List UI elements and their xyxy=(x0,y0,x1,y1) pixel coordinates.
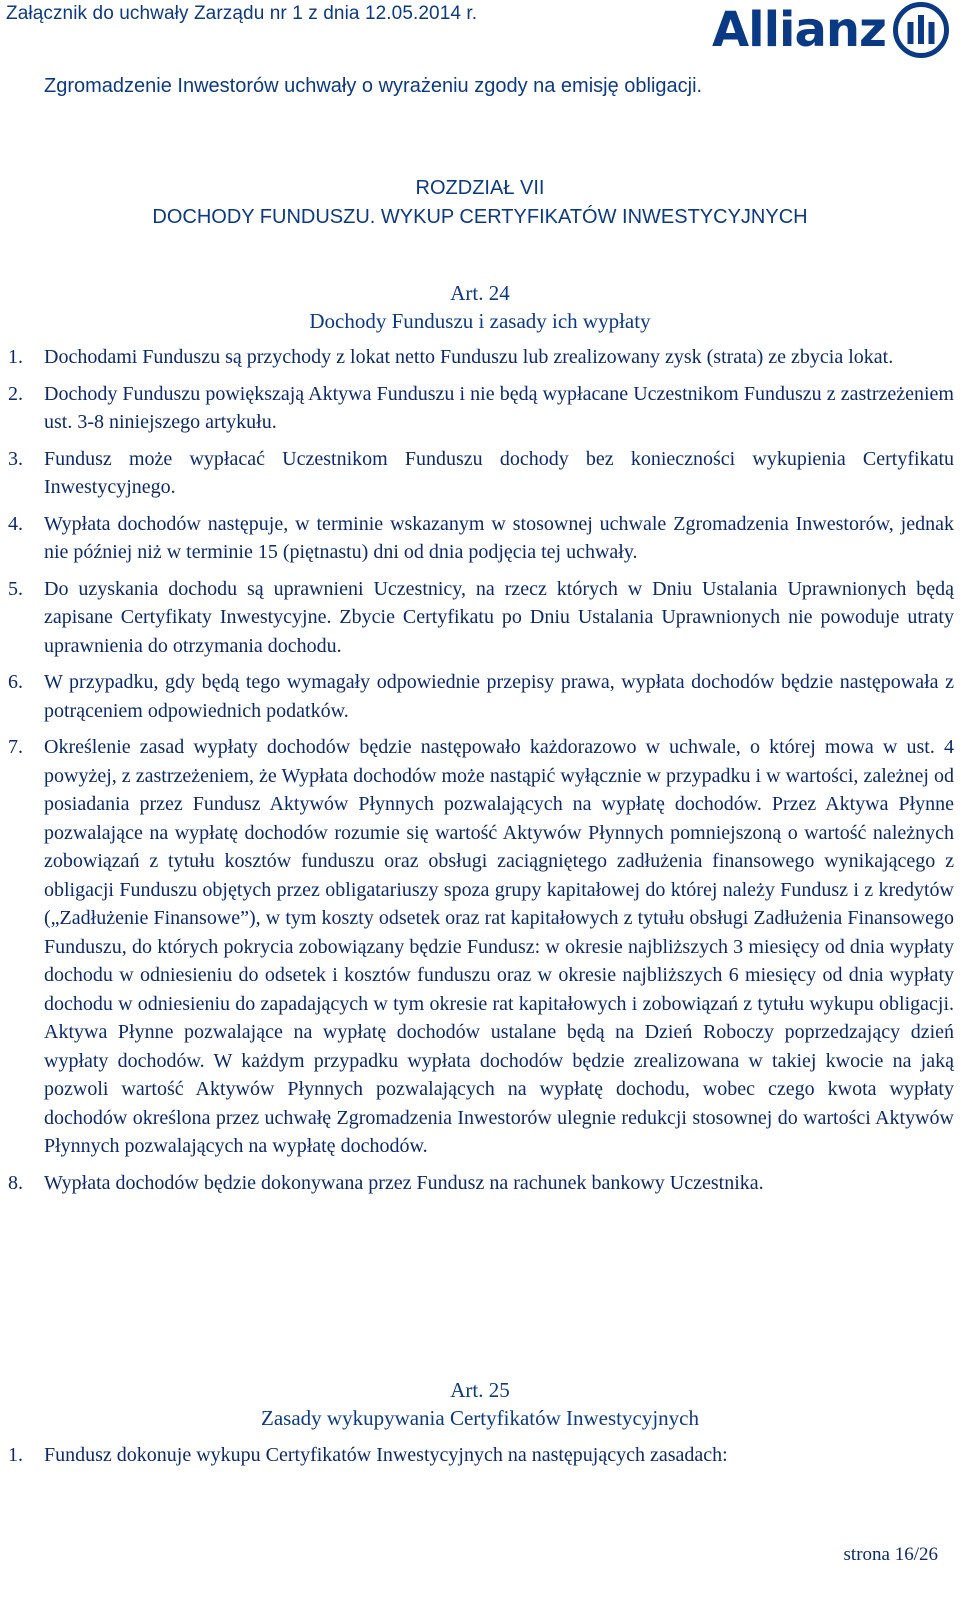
item-text: Wypłata dochodów następuje, w terminie wskazanym w stosownej uchwale Zgromadzenia Inwestorów, jednak nie później niż w terminie 15 (piętnastu) dni od dnia podjęcia tej uchwały. xyxy=(44,512,954,563)
list-item xyxy=(8,733,954,1161)
list-item xyxy=(8,343,954,372)
chapter-subtitle: DOCHODY FUNDUSZU. WYKUP CERTYFIKATÓW INWESTYCYJNYCH xyxy=(152,206,808,228)
logo-wordmark: Allianz xyxy=(711,2,886,58)
item-number: 1. xyxy=(8,1444,23,1466)
list-item xyxy=(8,1441,954,1470)
intro-line: Zgromadzenie Inwestorów uchwały o wyrażeniu zgody na emisję obligacji. xyxy=(44,75,703,97)
list-item xyxy=(8,1169,954,1198)
item-number: 3. xyxy=(8,447,23,470)
list-item xyxy=(8,575,954,661)
item-text: Fundusz może wypłacać Uczestnikom Funduszu dochody bez konieczności wykupienia Certyfikatu Inwestycyjnego. xyxy=(44,447,954,498)
page-number: strona 16/26 xyxy=(843,1544,938,1565)
article-25-title: Zasady wykupywania Certyfikatów Inwestycyjnych xyxy=(261,1406,699,1430)
item-number: 2. xyxy=(8,382,23,405)
list-item xyxy=(8,380,954,437)
item-number: 5. xyxy=(8,577,23,600)
allianz-eagle-icon xyxy=(892,1,950,59)
item-number: 4. xyxy=(8,512,23,535)
item-text: Wypłata dochodów będzie dokonywana przez Fundusz na rachunek bankowy Uczestnika. xyxy=(44,1171,764,1194)
item-number: 7. xyxy=(8,736,23,758)
article-24-number: Art. 24 xyxy=(450,281,510,305)
allianz-logo xyxy=(712,0,950,60)
item-number: 6. xyxy=(8,671,23,693)
item-text: Do uzyskania dochodu są uprawnieni Uczestnicy, na rzecz których w Dniu Ustalania Uprawnionych będą zapisane Certyfikaty Inwestycyjne. Zbycie Certyfikatu po Dniu Ustalania Uprawnionych nie powoduje utraty uprawnienia do otrzymania dochodu. xyxy=(44,577,954,657)
item-text: W przypadku, gdy będą tego wymagały odpowiednie przepisy prawa, wypłata dochodów będzie następowała z potrąceniem odpowiednich podatków. xyxy=(44,671,954,722)
item-text: Dochody Funduszu powiększają Aktywa Funduszu i nie będą wypłacane Uczestnikom Funduszu z zastrzeżeniem ust. 3-8 niniejszego artykułu. xyxy=(44,382,954,433)
chapter-title: ROZDZIAŁ VII xyxy=(415,177,545,199)
article-24-list xyxy=(8,343,954,1205)
attachment-header-note: Załącznik do uchwały Zarządu nr 1 z dnia 12.05.2014 r. xyxy=(6,3,478,24)
article-24-title: Dochody Funduszu i zasady ich wypłaty xyxy=(309,309,651,333)
list-item xyxy=(8,445,954,502)
item-number: 8. xyxy=(8,1171,23,1194)
item-text: Fundusz dokonuje wykupu Certyfikatów Inwestycyjnych na następujących zasadach: xyxy=(44,1444,728,1466)
article-25-list xyxy=(8,1441,954,1478)
item-number: 1. xyxy=(8,346,23,368)
list-item xyxy=(8,510,954,567)
item-text: Określenie zasad wypłaty dochodów będzie następowało każdorazowo w uchwale, o której mowa w ust. 4 powyżej, z zastrzeżeniem, że Wypłata dochodów może nastąpić wyłącznie w przypadku i w wartości, zależnej od posiadania przez Fundusz Aktywów Płynnych pozwalających na wypłatę dochodów. Przez Aktywa Płynne pozwalające na wypłatę dochodów rozumie się wartość Aktywów Płynnych pomniejszoną o wartość należnych zobowiązań z tytułu kosztów funduszu oraz obsługi zaciągniętego zadłużenia finansowego wynikającego z obligacji Funduszu objętych przez obligatariuszy spoza grupy kapitałowej do której należy Fundusz i z kredytów („Zadłużenie Finansowe”), w tym koszty odsetek oraz rat kapitałowych z tytułu obsługi Zadłużenia Finansowego Funduszu, do których pokrycia zobowiązany będzie Fundusz: w okresie najbliższych 3 miesięcy od dnia wypłaty dochodu w odniesieniu do odsetek i kosztów funduszu oraz w okresie najbliższych 6 miesięcy od dnia wypłaty dochodu w odniesieniu do zapadających w tym okresie rat kapitałowych i zobowiązań z tytułu wykupu obligacji. Aktywa Płynne pozwalające na wypłatę dochodów ustalane będą na Dzień Roboczy poprzedzający dzień wypłaty dochodów. W każdym przypadku wypłata dochodów będzie zrealizowana w takiej kwocie na jaką pozwoli wartość Aktywów Płynnych pozwalających na wypłatę dochodu, wobec czego kwota wypłaty dochodów określona przez uchwałę Zgromadzenia Inwestorów ulegnie redukcji stosownej do wartości Aktywów Płynnych pozwalających na wypłatę dochodów. xyxy=(44,736,954,1157)
article-25-number: Art. 25 xyxy=(450,1378,510,1402)
list-item xyxy=(8,668,954,725)
item-text: Dochodami Funduszu są przychody z lokat netto Funduszu lub zrealizowany zysk (strata) ze zbycia lokat. xyxy=(44,346,894,368)
